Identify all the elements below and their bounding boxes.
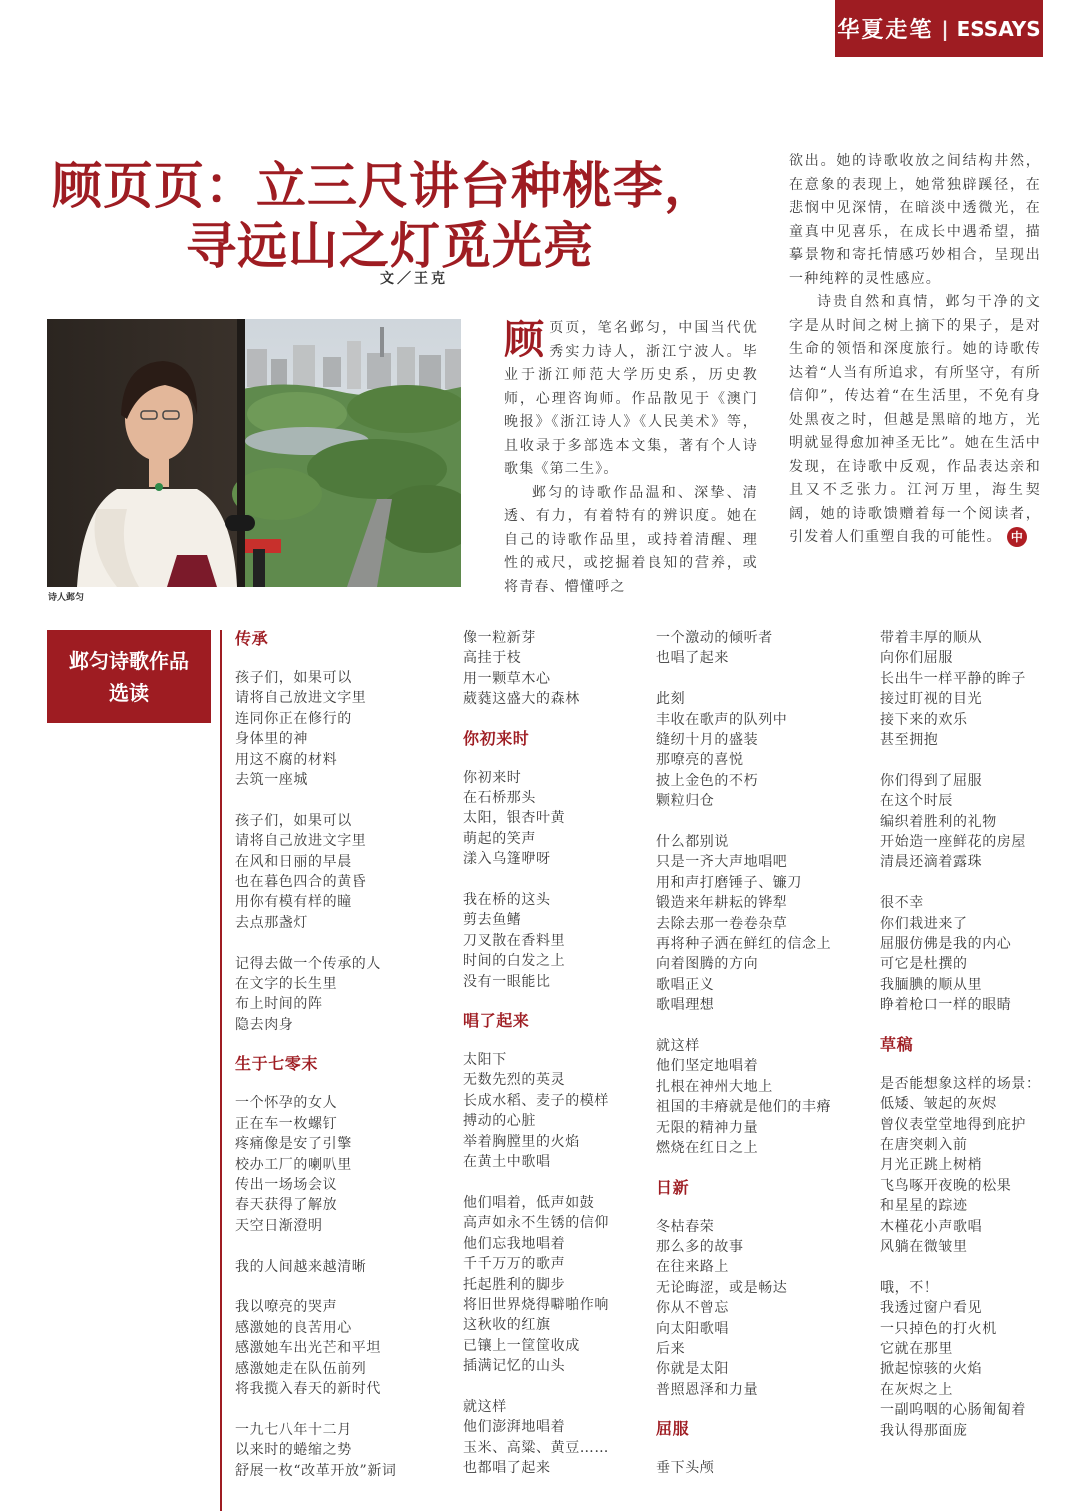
drop-cap: 顾 (504, 317, 546, 363)
poem-line: 连同你正在修行的 (235, 710, 352, 727)
poem-line: 刀叉散在香料里 (463, 932, 566, 949)
poem-line: 曾仪表堂堂地得到庇护 (880, 1116, 1026, 1133)
poem-line: 这秋收的红旗 (463, 1317, 551, 1334)
poem-line: 在唐突刺入前 (880, 1136, 968, 1153)
poem-line: 剪去鱼鳍 (463, 912, 522, 929)
poem-line: 太阳下 (463, 1052, 507, 1069)
poem-line: 披上金色的不朽 (656, 772, 759, 789)
poem-line: 祖国的丰瘠就是他们的丰瘠 (656, 1099, 832, 1116)
poem-line: 他们坚定地唱着 (656, 1058, 759, 1075)
poem-line: 请将自己放进文字里 (235, 690, 367, 707)
poem-line: 以来时的蜷缩之势 (235, 1442, 352, 1459)
poem-line: 普照恩泽和力量 (656, 1381, 759, 1398)
poem-line: 低矮、皱起的灰烬 (880, 1096, 997, 1113)
stanza-break (235, 1277, 435, 1297)
poem-line: 我以嘹亮的哭声 (235, 1299, 338, 1316)
poem-line: 长出牛一样平静的眸子 (880, 670, 1026, 687)
poem-line: 搏动的心脏 (463, 1113, 536, 1130)
poem-line: 时间的白发之上 (463, 953, 566, 970)
poem-line: 是否能想象这样的场景： (880, 1075, 1041, 1092)
poem-line: 丰收在歌声的队列中 (656, 711, 788, 728)
poem-line: 我在桥的这头 (463, 892, 551, 909)
poem-line: 一副呜咽的心肠匍匐着 (880, 1402, 1026, 1419)
poem-title: 唱了起来 (463, 1011, 530, 1031)
poem-line: 在往来路上 (656, 1259, 729, 1276)
stanza-break (235, 933, 435, 953)
poem-line: 在黄土中歌唱 (463, 1154, 551, 1171)
poem-line: 屈服仿佛是我的内心 (880, 936, 1012, 953)
poem-line: 长成水稻、麦子的模样 (463, 1092, 609, 1109)
stanza-break (880, 1257, 1080, 1277)
poem-line: 萌起的笑声 (463, 830, 536, 847)
poem-line: 我透过窗户看见 (880, 1300, 983, 1317)
photo-caption: 诗人邺匀 (48, 593, 85, 603)
poem-line: 甚至拥抱 (880, 732, 939, 749)
body-paragraph: 欲出。她的诗歌收放之间结构井然，在意象的表现上，她常独辟蹊径，在悲悯中见深情，在暗淡中透微光，在童真中见喜乐，在成长中遇希望，描摹景物和寄托情感巧妙相合，呈现出一种纯粹的灵性感应。 (789, 153, 1041, 287)
poem-line: 像一粒新芽 (463, 630, 536, 646)
article-byline: 文／王克 (380, 271, 448, 287)
poem-line: 孩子们，如果可以 (235, 812, 352, 829)
poem-line: 那么多的故事 (656, 1238, 744, 1255)
poem-line: 用你有模有样的瞳 (235, 894, 352, 911)
poem-line: 缝纫十月的盛装 (656, 732, 759, 749)
stanza-break (235, 1399, 435, 1419)
poem-line: 感激她车出光芒和平坦 (235, 1340, 381, 1357)
poem-line: 身体里的神 (235, 731, 308, 748)
stanza-break (463, 1173, 663, 1193)
poem-line: 风躺在微皱里 (880, 1238, 968, 1255)
section-separator: | (941, 16, 949, 41)
poem-line: 请将自己放进文字里 (235, 833, 367, 850)
poem-line: 去除去那一卷卷杂草 (656, 915, 788, 932)
poem-line: 你们得到了屈服 (880, 772, 983, 789)
poem-line: 木槿花小声歌唱 (880, 1218, 983, 1235)
stanza-break (656, 1016, 856, 1036)
poem-line: 后来 (656, 1340, 686, 1357)
poem-line: 校办工厂的喇叭里 (235, 1156, 352, 1173)
poem-line: 我认得那面庞 (880, 1422, 968, 1439)
poem-line: 将我揽入春天的新时代 (235, 1380, 381, 1397)
poem-line: 月光正跳上树梢 (880, 1157, 983, 1174)
poem-line: 用一颗草木心 (463, 670, 551, 687)
stanza-break (880, 750, 1080, 770)
poem-line: 一只掉色的打火机 (880, 1320, 997, 1337)
stanza-break (463, 870, 663, 890)
poem-line: 接下来的欢乐 (880, 711, 968, 728)
poem-line: 无限的精神力量 (656, 1119, 759, 1136)
poem-line: 只是一齐大声地唱吧 (656, 854, 788, 871)
poem-line: 就这样 (463, 1398, 507, 1415)
poem-line: 太阳，银杏叶黄 (463, 810, 566, 827)
poem-title: 屈服 (656, 1419, 690, 1439)
poem-line: 记得去做一个传承的人 (235, 955, 381, 972)
poem-column-2 (463, 628, 663, 1479)
poem-line: 清晨还滴着露珠 (880, 854, 983, 871)
poem-line: 颗粒归仓 (656, 793, 715, 810)
poem-line: 燃烧在红日之上 (656, 1140, 759, 1157)
poem-line: 去筑一座城 (235, 772, 308, 789)
poem-line: 没有一眼能比 (463, 973, 551, 990)
poem-line: 传出一场场会议 (235, 1176, 338, 1193)
poem-column-1 (235, 628, 435, 1481)
poem-line: 天空日渐澄明 (235, 1217, 323, 1234)
poems-section-heading: 邺匀诗歌作品 选读 (47, 630, 211, 723)
poem-title: 生于七零末 (235, 1054, 319, 1074)
poem-line: 哦，不！ (880, 1279, 939, 1296)
poem-line: 你初来时 (463, 769, 522, 786)
poem-line: 在石桥那头 (463, 790, 536, 807)
poem-line: 向着图腾的方向 (656, 956, 759, 973)
poem-line: 孩子们，如果可以 (235, 670, 352, 686)
poem-line: 布上时间的阵 (235, 996, 323, 1013)
poem-line: 此刻 (656, 691, 686, 708)
poem-line: 插满记忆的山头 (463, 1358, 566, 1375)
poem-line: 我的人间越来越清晰 (235, 1258, 367, 1275)
poem-line: 歌唱理想 (656, 997, 715, 1014)
poem-line: 已镶上一筐筐收成 (463, 1337, 580, 1354)
stanza-break (880, 873, 1080, 893)
poem-line: 你们栽进来了 (880, 915, 968, 932)
poem-line: 它就在那里 (880, 1340, 953, 1357)
poem-line: 托起胜利的脚步 (463, 1276, 566, 1293)
poem-line: 你就是太阳 (656, 1361, 729, 1378)
poem-title: 传承 (235, 629, 269, 648)
poem-line: 一九七八年十二月 (235, 1421, 352, 1438)
poem-line: 我腼腆的顺从里 (880, 976, 983, 993)
stanza-break (235, 790, 435, 810)
poem-line: 也都唱了起来 (463, 1460, 551, 1477)
poem-column-4 (880, 628, 1080, 1441)
poem-line: 高声如永不生锈的信仰 (463, 1215, 609, 1232)
poem-line: 带着丰厚的顺从 (880, 630, 983, 646)
body-paragraph-end (789, 291, 1041, 550)
poem-line: 扎根在神州大地上 (656, 1078, 773, 1095)
poem-line: 接过盯视的目光 (880, 691, 983, 708)
poem-line: 高挂于枝 (463, 650, 522, 667)
section-name-en: ESSAYS (956, 16, 1041, 41)
poem-line: 一个激动的倾听者 (656, 630, 773, 646)
poem-line: 去点那盏灯 (235, 914, 308, 931)
poem-line: 无论晦涩，或是畅达 (656, 1279, 788, 1296)
stanza-break (235, 1236, 435, 1256)
poem-line: 和星星的踪迹 (880, 1198, 968, 1215)
poem-line: 在这个时辰 (880, 793, 953, 810)
poem-line: 一个怀孕的女人 (235, 1095, 338, 1112)
poem-line: 锻造来年耕耘的铧犁 (656, 895, 788, 912)
poem-line: 歌唱正义 (656, 976, 715, 993)
poem-line: 也唱了起来 (656, 650, 729, 667)
article-column-2 (504, 317, 758, 599)
poem-line: 冬枯春荣 (656, 1218, 715, 1235)
poem-line: 再将种子洒在鲜红的信念上 (656, 936, 832, 953)
end-mark-icon: 中 (1007, 527, 1027, 547)
poem-line: 举着胸膛里的火焰 (463, 1133, 580, 1150)
body-paragraph: 邺匀的诗歌作品温和、深挚、清透、有力，有着特有的辨识度。她在自己的诗歌作品里，或持着清醒、理性的戒尺，或挖掘着良知的营养，或将青春、懵懂呼之 (504, 484, 758, 595)
poem-line: 他们忘我地唱着 (463, 1235, 566, 1252)
poem-line: 千千万万的歌声 (463, 1256, 566, 1273)
poem-line: 漾入乌篷咿呀 (463, 851, 551, 868)
poem-line: 疼痛像是安了引擎 (235, 1136, 352, 1153)
poem-line: 他们唱着，低声如鼓 (463, 1194, 595, 1211)
article-column-3 (789, 150, 1041, 550)
stanza-break (656, 669, 856, 689)
intro-paragraph (504, 317, 758, 482)
poem-line: 他们澎湃地唱着 (463, 1419, 566, 1436)
section-name-cn: 华夏走笔 (837, 18, 934, 43)
poet-photo (47, 319, 461, 587)
poem-line: 将旧世界烧得噼啪作响 (463, 1296, 609, 1313)
poem-line: 编织着胜利的礼物 (880, 813, 997, 830)
poem-line: 在文字的长生里 (235, 976, 338, 993)
poem-line: 向你们屈服 (880, 650, 953, 667)
poem-line: 就这样 (656, 1038, 700, 1055)
poem-line: 在风和日丽的早晨 (235, 853, 352, 870)
poem-line: 葳蕤这盛大的森林 (463, 691, 580, 708)
poem-line: 飞鸟啄开夜晚的松果 (880, 1177, 1012, 1194)
stanza-break (463, 1377, 663, 1397)
poem-title: 日新 (656, 1177, 690, 1197)
poem-line: 向太阳歌唱 (656, 1320, 729, 1337)
poem-title: 草稿 (880, 1034, 914, 1054)
poem-line: 在灰烬之上 (880, 1381, 953, 1398)
poem-line: 感激她走在队伍前列 (235, 1360, 367, 1377)
poem-line: 那嘹亮的喜悦 (656, 752, 744, 769)
poem-line: 感激她的良苦用心 (235, 1319, 352, 1336)
poem-line: 睁着枪口一样的眼睛 (880, 997, 1012, 1014)
poems-section-divider (220, 630, 222, 1511)
poem-line: 也在暮色四合的黄昏 (235, 874, 367, 891)
poem-column-3 (656, 628, 856, 1479)
poem-line: 玉米、高粱、黄豆…… (463, 1439, 609, 1456)
article-title-line-1: 顾页页：立三尺讲台种桃李， (52, 157, 715, 215)
poem-line: 隐去肉身 (235, 1016, 294, 1033)
poem-line: 很不幸 (880, 895, 924, 912)
poem-line: 开始造一座鲜花的房屋 (880, 834, 1026, 851)
intro-paragraph-text: 页页，笔名邺匀，中国当代优秀实力诗人，浙江宁波人。毕业于浙江师范大学历史系，历史教师，心理咨询师。作品散见于《澳门晚报》《浙江诗人》《人民美术》等，且收录于多部选本文集，著有个人诗歌集《第二生》。 (504, 320, 758, 477)
poem-line: 用和声打磨锤子、镰刀 (656, 874, 802, 891)
poem-title: 你初来时 (463, 728, 530, 748)
poem-line: 什么都别说 (656, 834, 729, 851)
section-tag (835, 0, 1043, 57)
poem-line: 掀起惊骇的火焰 (880, 1361, 983, 1378)
stanza-break (656, 812, 856, 832)
poem-line: 正在车一枚螺钉 (235, 1115, 338, 1132)
poem-line: 舒展一枚“改革开放”新词 (235, 1462, 397, 1479)
poem-line: 你从不曾忘 (656, 1300, 729, 1317)
poem-line: 用这不腐的材料 (235, 751, 338, 768)
poem-line: 垂下头颅 (656, 1460, 715, 1477)
poem-line: 春天获得了解放 (235, 1197, 338, 1214)
body-paragraph-text: 诗贵自然和真情，邺匀干净的文字是从时间之树上摘下的果子，是对生命的领悟和深度旅行。她的诗歌传达着“人当有所追求，有所坚守，有所信仰”，传达着“在生活里，不免有身处黑夜之时，但越是黑暗的地方，光明就显得愈加神圣无比”。她在生活中发现，在诗歌中反观，作品表达亲和且又不乏张力。江河万里，海生契阔，她的诗歌馈赠着每一个阅读者，引发着人们重塑自我的可能性。 (789, 294, 1041, 545)
poem-line: 无数先烈的英灵 (463, 1072, 566, 1089)
poem-line: 可它是杜撰的 (880, 956, 968, 973)
article-title-line-2: 寻远山之灯觅光亮 (186, 217, 594, 275)
